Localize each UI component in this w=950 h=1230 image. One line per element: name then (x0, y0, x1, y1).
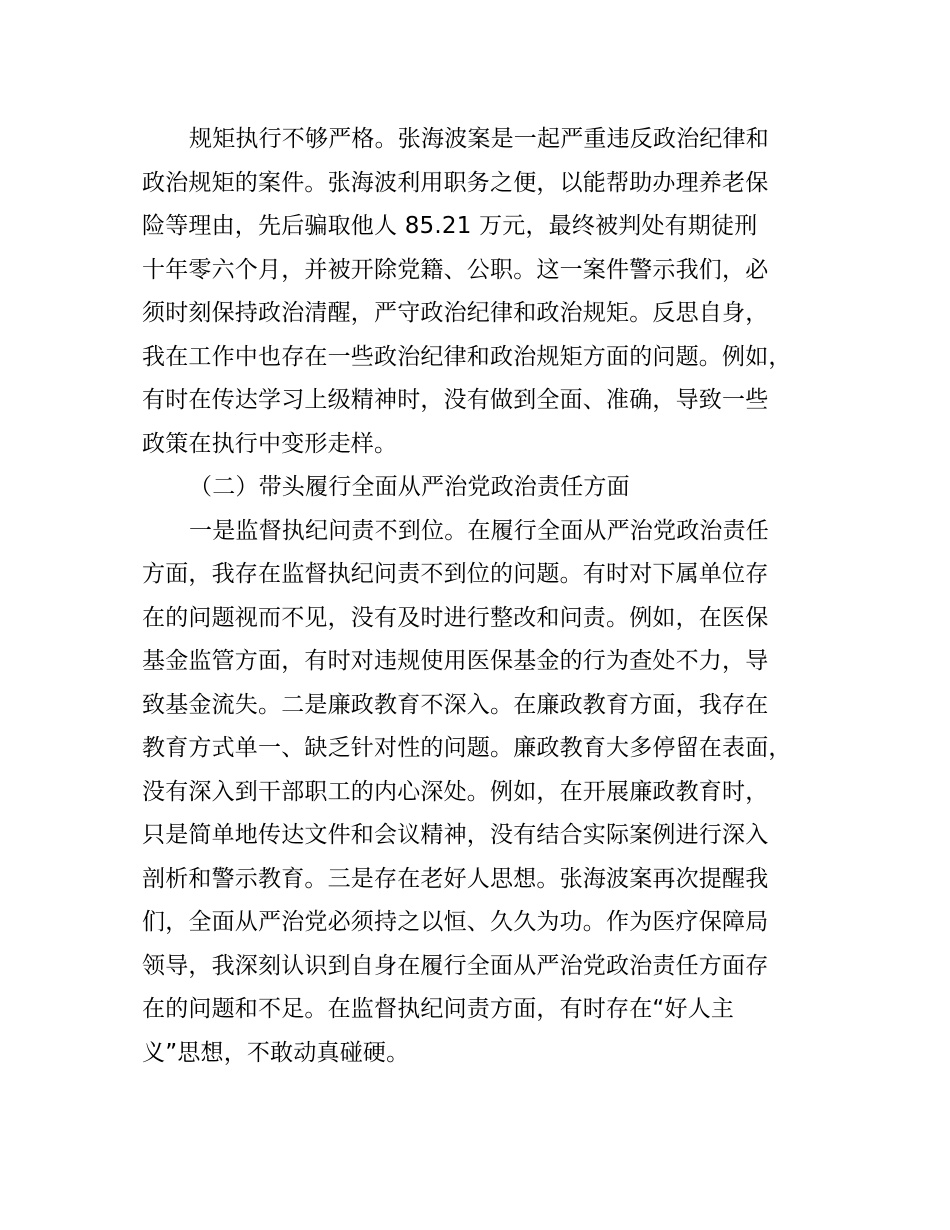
paragraph-line: 致基金流失。二是廉政教育不深入。在廉政教育方面，我存在 (142, 691, 769, 718)
paragraph-line: 有时在传达学习上级精神时，没有做到全面、准确，导致一些 (142, 387, 769, 413)
paragraph-line: 们，全面从严治党必须持之以恒、久久为功。作为医疗保障局 (142, 909, 769, 935)
paragraph-line: 方面，我存在监督执纪问责不到位的问题。有时对下属单位存 (142, 561, 769, 587)
paragraph-line: 政策在执行中变形走样。 (142, 430, 398, 457)
paragraph-line: 规矩执行不够严格。张海波案是一起严重违反政治纪律和 (189, 126, 769, 152)
paragraph-line: 基金监管方面，有时对违规使用医保基金的行为查处不力，导 (142, 648, 769, 674)
section-heading: （二）带头履行全面从严治党政治责任方面 (189, 474, 630, 500)
document-body (142, 118, 842, 1075)
paragraph-line: 领导，我深刻认识到自身在履行全面从严治党政治责任方面存 (142, 952, 769, 979)
paragraph-line: 在的问题视而不见，没有及时进行整改和问责。例如，在医保 (142, 604, 769, 631)
paragraph-line: 十年零六个月，并被开除党籍、公职。这一案件警示我们，必 (142, 256, 769, 283)
paragraph-line: 我在工作中也存在一些政治纪律和政治规矩方面的问题。例如， (142, 343, 792, 370)
paragraph-line: 只是简单地传达文件和会议精神，没有结合实际案例进行深入 (142, 822, 769, 848)
paragraph-line: 没有深入到干部职工的内心深处。例如，在开展廉政教育时， (142, 778, 769, 805)
paragraph-line: 剖析和警示教育。三是存在老好人思想。张海波案再次提醒我 (142, 865, 769, 892)
paragraph-line: 教育方式单一、缺乏针对性的问题。廉政教育大多停留在表面， (142, 735, 792, 761)
paragraph-line: 政治规矩的案件。张海波利用职务之便，以能帮助办理养老保 (142, 169, 769, 196)
paragraph-line: 一是监督执纪问责不到位。在履行全面从严治党政治责任 (189, 517, 769, 544)
paragraph-line: 在的问题和不足。在监督执纪问责方面，有时存在“好人主 (142, 996, 735, 1022)
paragraph-line: 险等理由，先后骗取他人 85.21 万元，最终被判处有期徒刑 (142, 213, 758, 239)
paragraph-line: 须时刻保持政治清醒，严守政治纪律和政治规矩。反思自身， (142, 300, 769, 326)
paragraph-line: 义”思想，不敢动真碰硬。 (142, 1039, 410, 1066)
